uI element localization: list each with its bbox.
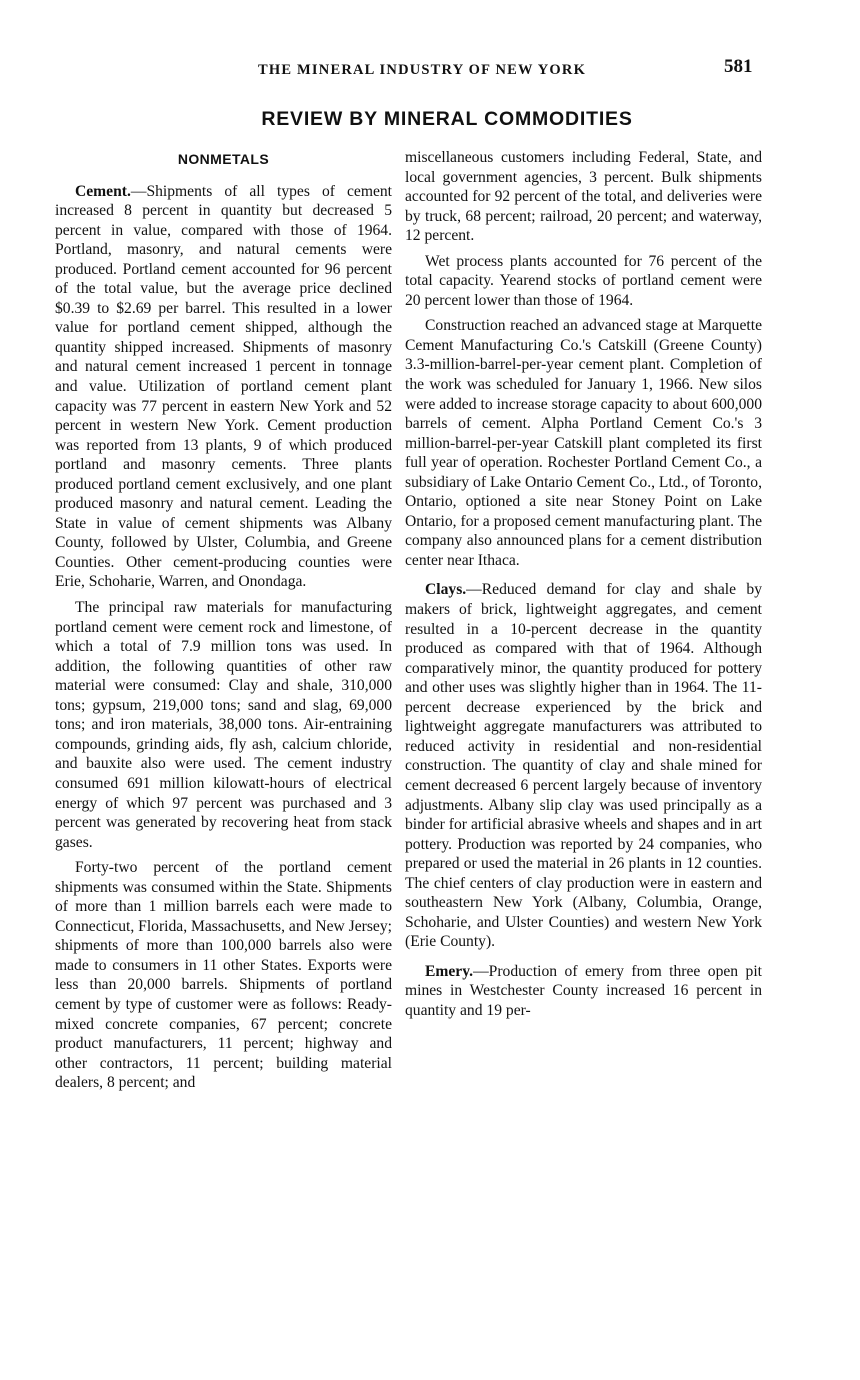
clays-text: —Reduced demand for clay and shale by makers of brick, lightweight aggregates, and cement resulted in a 10-percent decrease in the quantity produced as compared with that of 1964. Although comparatively minor, the quantity produced for pottery and other uses was slightly higher than in 1964. The 11-percent decrease experienced by the brick and lightweight aggregate manufacturers was attributed to reduced activity in residential and non-residential construction. The quantity of clay and shale mined for cement decreased 6 percent largely because of inventory adjustments. Albany slip clay was used principally as a binder for artificial abrasive wheels and shapes and in art pottery. Production was reported by 24 companies, who prepared or used the material in 26 plants in 12 counties. The chief centers of clay production were in eastern and southeastern New York (Albany, Columbia, Orange, Schoharie, and Ulster Counties) and western New York (Erie County). bbox=[405, 581, 762, 951]
running-head: THE MINERAL INDUSTRY OF NEW YORK bbox=[258, 62, 587, 78]
emery-text: —Production of emery from three open pit mines in Westchester County increased 16 percent in quantity and 19 per- bbox=[405, 962, 762, 1019]
raw-materials-paragraph: The principal raw materials for manufacturing portland cement were cement rock and limestone, of which a total of 7.9 million tons was used. In addition, the following quantities of other raw material were consumed: Clay and shale, 310,000 tons; gypsum, 219,000 tons; sand and slag, 69,000 tons; and iron materials, 38,000 tons. Air-entraining compounds, grinding aids, fly ash, calcium chloride, and bauxite also were used. The cement industry consumed 691 million kilowatt-hours of electrical energy of which 97 percent was purchased and 3 percent was generated by recovering heat from stack gases. bbox=[55, 599, 392, 851]
nonmetals-subheading: NONMETALS bbox=[177, 151, 270, 167]
shipments-continued-paragraph: miscellaneous customers including Federal, State, and local government agencies, 3 percent. Bulk shipments accounted for 92 percent of the total, and deliveries were by truck, 68 percent; railroad, 20 percent; and waterway, 12 percent. bbox=[405, 149, 762, 245]
emery-paragraph bbox=[405, 962, 762, 1021]
cement-text: —Shipments of all types of cement increased 8 percent in quantity but decreased 5 percent in value, compared with those of 1964. Portland, masonry, and natural cements were produced. Portland cement accounted for 96 percent of the total value, but the average price declined $0.39 to $2.69 per barrel. This resulted in a lower value for portland cement shipped, although the quantity shipped increased. Shipments of masonry and natural cement increased 1 percent in tonnage and value. Utilization of portland cement plant capacity was 77 percent in eastern New York and 52 percent in western New York. Cement production was reported from 13 plants, 9 of which produced portland and masonry cements. Three plants produced portland cement exclusively, and one plant produced masonry and natural cement. Leading the State in value of cement shipments was Albany County, followed by Ulster, Columbia, and Greene Counties. Other cement-producing counties were Erie, Schoharie, Warren, and Onondaga. bbox=[55, 182, 392, 591]
cement-heading: Cement. bbox=[75, 182, 131, 200]
wet-process-paragraph: Wet process plants accounted for 76 percent of the total capacity. Yearend stocks of portland cement were 20 percent lower than those of 1964. bbox=[405, 252, 762, 309]
emery-heading: Emery. bbox=[425, 962, 474, 980]
construction-paragraph: Construction reached an advanced stage at Marquette Cement Manufacturing Co.'s Catskill (Greene County) 3.3-million-barrel-per-year cement plant. Completion of the work was scheduled for January 1, 1966. New silos were added to increase storage capacity to about 600,000 barrels of cement. Alpha Portland Cement Co.'s 3 million-barrel-per-year Catskill plant completed its first full year of operation. Rochester Portland Cement Co., a subsidiary of Lake Ontario Cement Co., Ltd., of Toronto, Ontario, optioned a site near Stoney Point on Lake Ontario, for a proposed cement manufacturing plant. The company also announced plans for a cement distribution center near Ithaca. bbox=[405, 317, 762, 569]
right-column bbox=[405, 148, 762, 1027]
section-title: REVIEW BY MINERAL COMMODITIES bbox=[261, 108, 633, 130]
clays-paragraph bbox=[405, 580, 762, 951]
clays-heading: Clays. bbox=[425, 581, 467, 599]
page-number: 581 bbox=[724, 56, 753, 77]
left-column bbox=[55, 148, 392, 1099]
shipments-paragraph: Forty-two percent of the portland cement shipments was consumed within the State. Shipments of more than 1 million barrels each were made to Connecticut, Florida, Massachusetts, and New Jersey; shipments of more than 100,000 barrels also were made to consumers in 11 other States. Exports were less than 20,000 barrels. Shipments of portland cement by type of customer were as follows: Ready-mixed concrete companies, 67 percent; concrete product manufacturers, 11 percent; highway and other contractors, 11 percent; building material dealers, 8 percent; and bbox=[55, 859, 392, 1092]
cement-paragraph bbox=[55, 182, 392, 592]
